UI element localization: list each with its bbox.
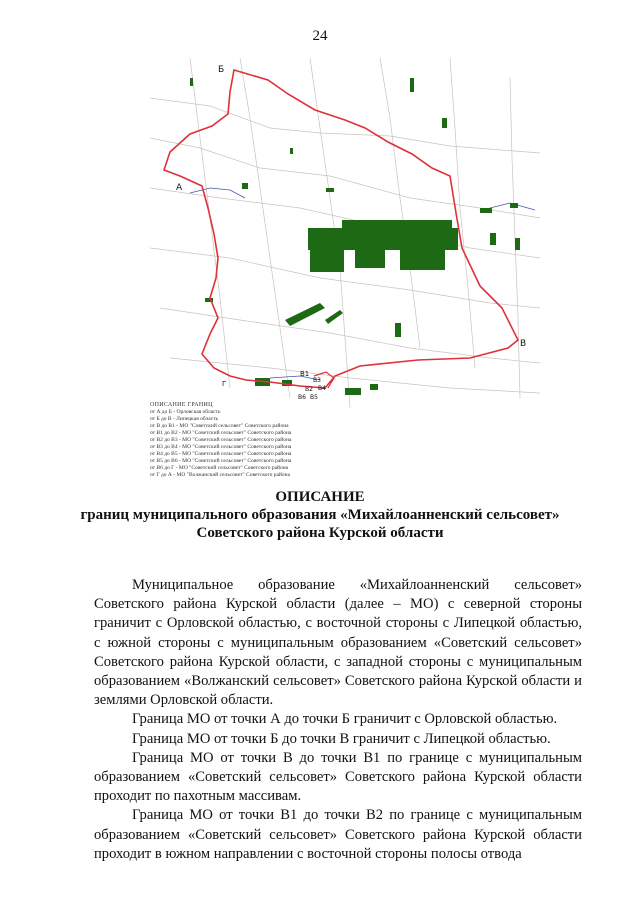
boundary-map xyxy=(150,58,540,410)
legend-item: от В3 до В4 - МО "Советский сельсовет" Советского района xyxy=(150,444,292,450)
point-label-g: Г xyxy=(222,380,227,388)
heading-title: ОПИСАНИЕ xyxy=(275,489,365,505)
legend-title: ОПИСАНИЕ ГРАНИЦ xyxy=(150,402,213,408)
point-label-v1: В1 xyxy=(300,370,310,378)
legend-item: от А до Б - Орловская область xyxy=(150,409,221,415)
forest-patches xyxy=(190,78,520,395)
legend-item: от В6 до Г - МО "Советский сельсовет" Советского района xyxy=(150,465,289,471)
point-label-v6: В6 xyxy=(298,394,306,401)
legend-item: от Г до А - МО "Волжанский сельсовет" Советского района xyxy=(150,472,291,478)
legend-item: от В5 до В6 - МО "Советский сельсовет" Советского района xyxy=(150,458,292,464)
point-label-b: Б xyxy=(218,65,225,75)
heading-subtitle: границ муниципального образования «Михайлоанненский сельсовет» xyxy=(80,507,560,523)
point-label-a: А xyxy=(176,183,183,193)
legend-item: от В1 до В2 - МО "Советский сельсовет" Советского района xyxy=(150,430,292,436)
document-body xyxy=(94,576,582,864)
page-number: 24 xyxy=(312,28,328,44)
point-label-v5: В5 xyxy=(310,394,318,401)
map-legend xyxy=(150,402,410,479)
point-label-v4: В4 xyxy=(318,385,326,392)
paragraph: Граница МО от точки В1 до точки В2 по границе с муниципальным образованием «Советский сельсовет» Советского района Курской области проходит в южном направлении с восточной стороны полосы отвода xyxy=(94,807,582,862)
heading-subtitle-2: Советского района Курской области xyxy=(196,525,444,541)
legend-item: от В до В1 - МО "Советский сельсовет" Советского района xyxy=(150,423,289,429)
legend-item: от Б до В - Липецкая область xyxy=(150,416,219,422)
point-label-v: В xyxy=(520,339,527,349)
point-label-v3: В3 xyxy=(313,377,321,384)
paragraph: Муниципальное образование «Михайлоанненский сельсовет» Советского района Курской области (далее – МО) с северной стороны граничит с Орловской областью, с восточной стороны с Липецкой областью, с южной стороны с муниципальным образованием «Советский сельсовет» Советского района Курской области, с западной стороны с муниципальным образованием «Волжанский сельсовет» Советского района Курской области и землями Орловской области. xyxy=(94,577,582,709)
document-heading xyxy=(60,488,580,542)
paragraph: Граница МО от точки Б до точки В граничит с Липецкой областью. xyxy=(132,730,551,747)
legend-item: от В4 до В5 - МО "Советский сельсовет" Советского района xyxy=(150,451,292,457)
legend-item: от В2 до В3 - МО "Советский сельсовет" Советского района xyxy=(150,437,292,443)
paragraph: Граница МО от точки А до точки Б граничит с Орловской областью. xyxy=(132,711,558,728)
point-label-v2: В2 xyxy=(305,386,313,393)
paragraph: Граница МО от точки В до точки В1 по границе с муниципальным образованием «Советский сельсовет» Советского района Курской области проходит по пахотным массивам. xyxy=(94,749,582,805)
